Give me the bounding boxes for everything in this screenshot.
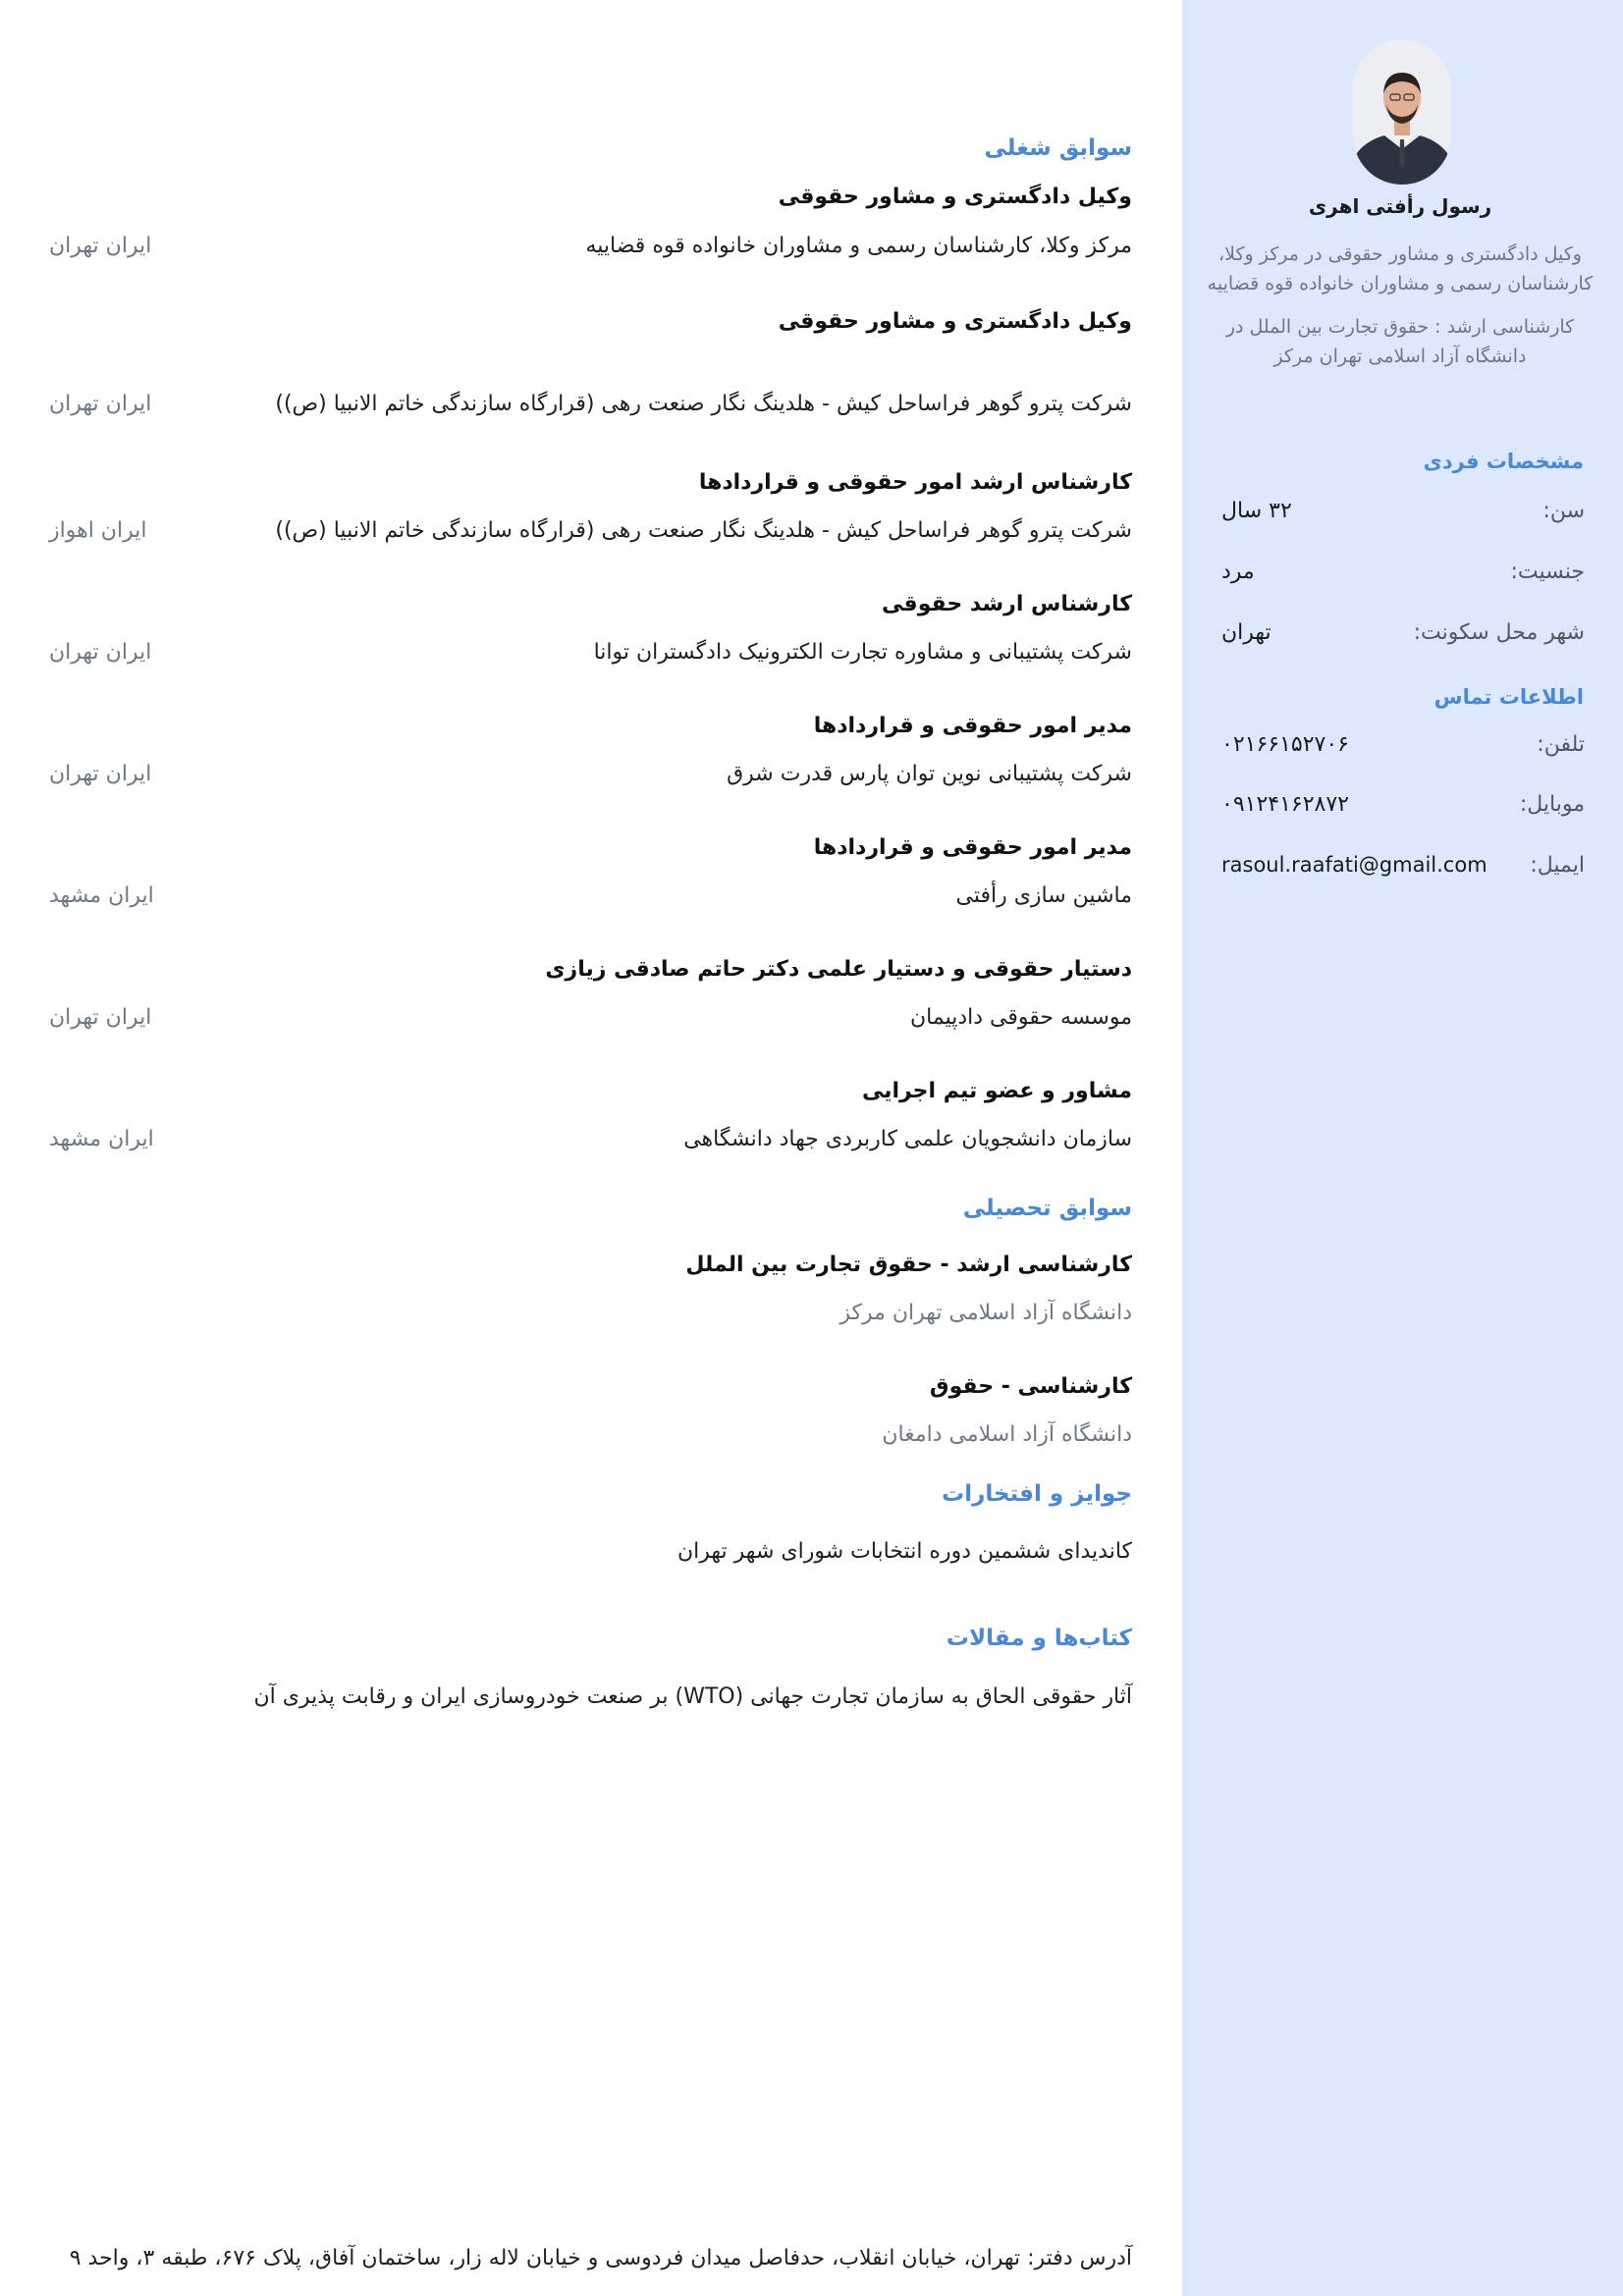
info-label: ایمیل: bbox=[1530, 853, 1585, 878]
experience-heading: سوابق شغلی bbox=[984, 135, 1132, 161]
info-label: تلفن: bbox=[1537, 732, 1585, 757]
job-location-7: ایران تهران bbox=[49, 1005, 152, 1030]
job-title-4: کارشناس ارشد حقوقی bbox=[882, 592, 1132, 616]
job-company-1: مرکز وکلا، کارشناسان رسمی و مشاوران خانواده قوه قضاییه bbox=[585, 234, 1132, 258]
education-school-1: دانشگاه آزاد اسلامی تهران مرکز bbox=[839, 1301, 1132, 1325]
profile-photo bbox=[1353, 39, 1451, 185]
info-label: سن: bbox=[1542, 499, 1585, 523]
education-heading: سوابق تحصیلی bbox=[962, 1196, 1132, 1221]
job-title-2: وکیل دادگستری و مشاور حقوقی bbox=[778, 309, 1132, 334]
contact-info-heading: اطلاعات تماس bbox=[1434, 685, 1584, 709]
job-company-2: شرکت پترو گوهر فراساحل کیش - هلدینگ نگار صنعت رهی (قرارگاه سازندگی خاتم الانبیا (ص)) bbox=[275, 392, 1132, 416]
job-company-8: سازمان دانشجویان علمی کاربردی جهاد دانشگاهی bbox=[683, 1127, 1132, 1151]
info-row-gender bbox=[1221, 560, 1585, 593]
info-row-email bbox=[1221, 853, 1585, 886]
job-location-4: ایران تهران bbox=[49, 640, 152, 665]
office-address: آدرس دفتر: تهران، خیابان انقلاب، حدفاصل میدان فردوسی و خیابان لاله زار، ساختمان آفاق، پلاک ۶۷۶، طبقه ۳، واحد ۹ bbox=[69, 2246, 1132, 2270]
job-company-7: موسسه حقوقی دادپیمان bbox=[910, 1005, 1132, 1030]
job-location-8: ایران مشهد bbox=[49, 1127, 154, 1151]
education-degree-2: کارشناسی - حقوق bbox=[929, 1374, 1132, 1399]
info-label: شهر محل سکونت: bbox=[1413, 620, 1585, 645]
info-label: جنسیت: bbox=[1510, 560, 1585, 584]
job-company-6: ماشین سازی رأفتی bbox=[955, 883, 1132, 908]
job-location-6: ایران مشهد bbox=[49, 883, 154, 908]
info-row-city bbox=[1221, 620, 1585, 654]
publications-heading: کتاب‌ها و مقالات bbox=[946, 1626, 1132, 1651]
job-location-5: ایران تهران bbox=[49, 762, 152, 786]
job-title-3: کارشناس ارشد امور حقوقی و قراردادها bbox=[698, 470, 1132, 495]
profile-degree-line1: کارشناسی ارشد : حقوق تجارت بین الملل در bbox=[1225, 316, 1575, 338]
info-row-age bbox=[1221, 499, 1585, 532]
info-value: مرد bbox=[1221, 560, 1255, 584]
job-title-8: مشاور و عضو تیم اجرایی bbox=[861, 1079, 1132, 1103]
profile-photo-image bbox=[1353, 39, 1451, 185]
info-value: تهران bbox=[1221, 620, 1271, 645]
job-company-5: شرکت پشتیبانی نوین توان پارس قدرت شرق bbox=[727, 762, 1132, 786]
awards-heading: جوایز و افتخارات bbox=[942, 1481, 1132, 1507]
info-row-mobile bbox=[1221, 792, 1585, 826]
education-school-2: دانشگاه آزاد اسلامی دامغان bbox=[882, 1422, 1132, 1447]
info-label: موبایل: bbox=[1519, 792, 1585, 817]
info-value: ۰۲۱۶۶۱۵۲۷۰۶ bbox=[1221, 732, 1349, 757]
job-company-3: شرکت پترو گوهر فراساحل کیش - هلدینگ نگار صنعت رهی (قرارگاه سازندگی خاتم الانبیا (ص)) bbox=[275, 518, 1132, 543]
profile-summary-line1: وکیل دادگستری و مشاور حقوقی در مرکز وکلا، bbox=[1218, 243, 1582, 265]
personal-info-heading: مشخصات فردی bbox=[1423, 450, 1584, 473]
profile-name: رسول رأفتی اهری bbox=[1308, 194, 1492, 218]
job-title-7: دستیار حقوقی و دستیار علمی دکتر حاتم صادقی زیازی bbox=[545, 957, 1132, 982]
profile-summary-line2: کارشناسان رسمی و مشاوران خانواده قوه قضاییه bbox=[1207, 273, 1594, 294]
job-location-2: ایران تهران bbox=[49, 392, 152, 416]
job-location-3: ایران اهواز bbox=[49, 518, 147, 543]
info-row-phone bbox=[1221, 732, 1585, 766]
award-item-1: کاندیدای ششمین دوره انتخابات شورای شهر تهران bbox=[677, 1539, 1132, 1564]
job-title-5: مدیر امور حقوقی و قراردادها bbox=[813, 714, 1132, 738]
education-degree-1: کارشناسی ارشد - حقوق تجارت بین الملل bbox=[685, 1253, 1132, 1277]
job-title-1: وکیل دادگستری و مشاور حقوقی bbox=[778, 185, 1132, 209]
info-value: ۳۲ سال bbox=[1221, 499, 1292, 523]
email-link[interactable]: rasoul.raafati@gmail.com bbox=[1221, 853, 1488, 877]
info-value: ۰۹۱۲۴۱۶۲۸۷۲ bbox=[1221, 792, 1349, 817]
publication-item-1: آثار حقوقی الحاق به سازمان تجارت جهانی (WTO) بر صنعت خودروسازی ایران و رقابت پذیری آن bbox=[253, 1684, 1132, 1709]
profile-degree-line2: دانشگاه آزاد اسلامی تهران مرکز bbox=[1273, 346, 1527, 367]
job-location-1: ایران تهران bbox=[49, 234, 152, 258]
job-company-4: شرکت پشتیبانی و مشاوره تجارت الکترونیک دادگستران توانا bbox=[593, 640, 1132, 665]
job-title-6: مدیر امور حقوقی و قراردادها bbox=[813, 835, 1132, 860]
